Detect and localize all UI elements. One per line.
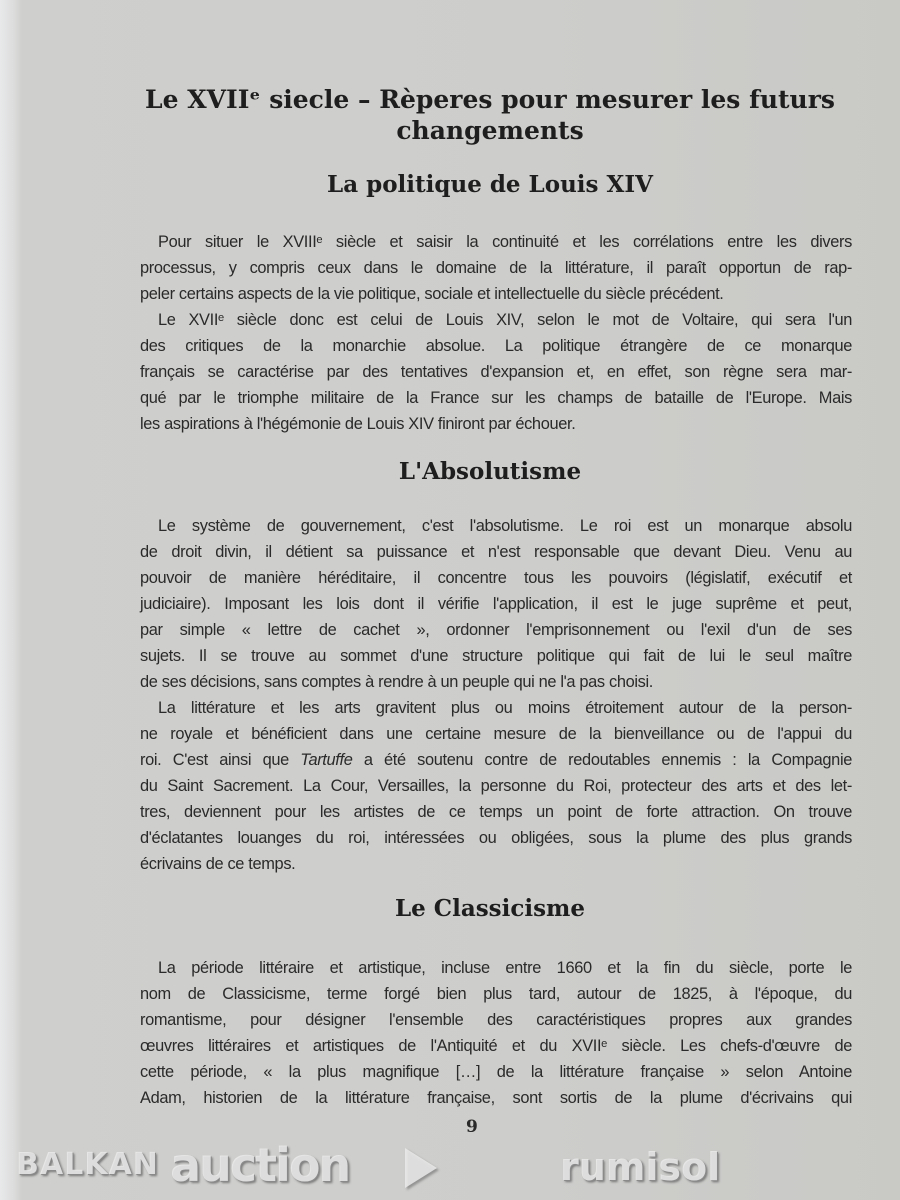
italic-title: Tartuffe	[300, 751, 353, 769]
text-line: judiciaire). Imposant les lois dont il vérifie l'application, il est le juge suprême et peut,	[140, 595, 852, 613]
text-line: de droit divin, il détient sa puissance et n'est responsable que devant Dieu. Venu au	[140, 543, 852, 561]
text-line: La période littéraire et artistique, incluse entre 1660 et la fin du siècle, porte le	[158, 959, 852, 977]
text-line: romantisme, pour désigner l'ensemble des caractéristiques propres aux grandes	[140, 1011, 852, 1029]
watermark-logo-auction: auction	[170, 1138, 350, 1192]
text-line: écrivains de ce temps.	[140, 855, 296, 873]
text-line: peler certains aspects de la vie politique, sociale et intellectuelle du siècle précédent.	[140, 285, 724, 303]
text-line: du Saint Sacrement. La Cour, Versailles, la personne du Roi, protecteur des arts et des let-	[140, 777, 852, 795]
section-body-absolutisme	[140, 513, 852, 877]
watermark-logo-balkan: BALKAN	[16, 1147, 159, 1182]
text-line: des critiques de la monarchie absolue. La politique étrangère de ce monarque	[140, 337, 852, 355]
section-heading-absolutisme: L'Absolutisme	[398, 458, 582, 485]
watermark-logo-rumisol: rumisol	[560, 1145, 721, 1189]
text-line: d'éclatantes louanges du roi, intéressées ou obligées, sous la plume des plus grands	[140, 829, 852, 847]
text-line: Le système de gouvernement, c'est l'absolutisme. Le roi est un monarque absolu	[158, 517, 852, 535]
text-segment: roi. C'est ainsi que	[140, 751, 301, 769]
section-heading-classicisme: Le Classicisme	[394, 895, 586, 922]
text-line	[140, 747, 852, 773]
text-line: Adam, historien de la littérature française, sont sortis de la plume d'écrivains qui	[140, 1089, 852, 1107]
text-line: œuvres littéraires et artistiques de l'Antiquité et du XVIIᵉ siècle. Les chefs-d'œuvre de	[140, 1037, 852, 1055]
text-line: Le XVIIᵉ siècle donc est celui de Louis XIV, selon le mot de Voltaire, qui sera l'un	[158, 311, 852, 329]
text-line: La littérature et les arts gravitent plus ou moins étroitement autour de la person-	[158, 699, 852, 717]
text-segment: a été soutenu contre de redoutables ennemis : la Compagnie	[352, 751, 852, 769]
text-line: processus, y compris ceux dans le domaine de la littérature, il paraît opportun de rap-	[140, 259, 852, 277]
text-line: Pour situer le XVIIIᵉ siècle et saisir la continuité et les corrélations entre les divers	[158, 233, 852, 251]
text-line: cette période, « la plus magnifique […] de la littérature française » selon Antoine	[140, 1063, 852, 1081]
section-body-classicisme	[140, 955, 852, 1111]
section-body-politique	[140, 229, 852, 437]
text-line: français se caractérise par des tentatives d'expansion et, en effet, son règne sera mar-	[140, 363, 852, 381]
text-line: de ses décisions, sans comptes à rendre à un peuple qui ne l'a pas choisi.	[140, 673, 653, 691]
text-line: par simple « lettre de cachet », ordonner l'emprisonnement ou l'exil d'un de ses	[140, 621, 852, 639]
section-heading-politique: La politique de Louis XIV	[327, 171, 653, 198]
text-line: les aspirations à l'hégémonie de Louis XIV finiront par échouer.	[140, 415, 576, 433]
page-title: Le XVIIᵉ siecle – Rèperes pour mesurer les futurs changements	[145, 85, 835, 145]
text-line: ne royale et bénéficient dans une certaine mesure de la bienveillance ou de l'appui du	[140, 725, 852, 743]
text-line: pouvoir de manière héréditaire, il concentre tous les pouvoirs (législatif, exécutif et	[140, 569, 852, 587]
text-line: tres, deviennent pour les artistes de ce temps un point de forte attraction. On trouve	[140, 803, 852, 821]
text-line: nom de Classicisme, terme forgé bien plus tard, autour de 1825, à l'époque, du	[140, 985, 852, 1003]
page-number: 9	[466, 1117, 478, 1137]
text-line: qué par le triomphe militaire de la France sur les champs de bataille de l'Europe. Mais	[140, 389, 852, 407]
text-line: sujets. Il se trouve au sommet d'une structure politique qui fait de lui le seul maître	[140, 647, 852, 665]
watermark-play-icon	[405, 1148, 437, 1188]
